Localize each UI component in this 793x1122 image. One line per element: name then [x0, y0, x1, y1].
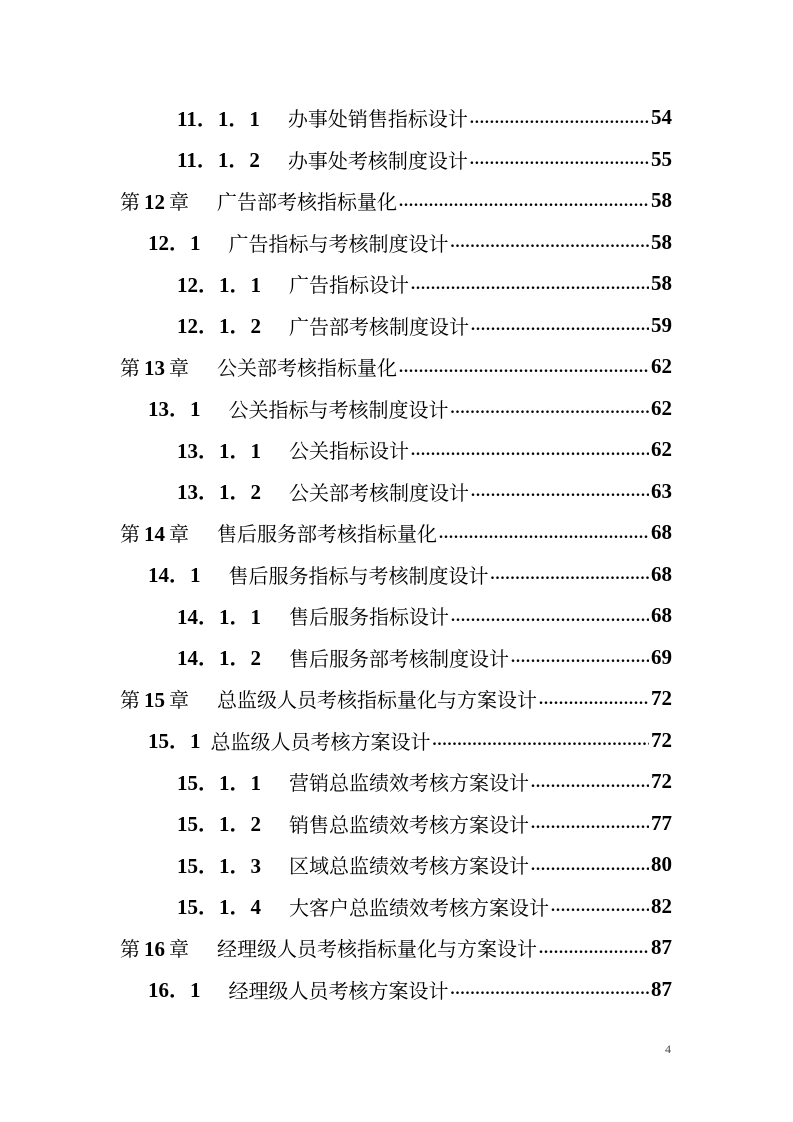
chapter-index: 16 [144, 937, 165, 962]
toc-subsection-entry[interactable] [177, 761, 672, 803]
section-number: 12．1．1 [177, 272, 261, 297]
dot-leader [539, 936, 649, 960]
section-number: 12．1．2 [177, 314, 261, 339]
entry-title: 广告部考核制度设计 [289, 314, 469, 339]
dot-leader [411, 272, 649, 296]
chapter-suffix: 章 [169, 688, 189, 713]
entry-title: 广告部考核指标量化 [217, 190, 397, 215]
dot-leader [451, 396, 650, 420]
section-number: 13．1．2 [177, 480, 261, 505]
section-number: 15．1．3 [177, 853, 261, 878]
toc-section-entry[interactable] [148, 222, 672, 264]
chapter-suffix: 章 [169, 522, 189, 547]
dot-leader [451, 604, 649, 628]
section-number: 13．1 [148, 397, 201, 422]
entry-title: 公关指标设计 [289, 439, 409, 464]
entry-title: 广告指标与考核制度设计 [228, 231, 449, 256]
entry-page-number: 68 [651, 520, 672, 545]
entry-page-number: 62 [651, 437, 672, 462]
section-number: 13．1．1 [177, 438, 261, 463]
chapter-prefix: 第 [120, 688, 140, 713]
entry-title: 总监级人员考核方案设计 [210, 729, 431, 754]
chapter-suffix: 章 [169, 190, 189, 215]
entry-title: 区域总监绩效考核方案设计 [289, 854, 529, 879]
entry-title: 营销总监绩效考核方案设计 [289, 771, 529, 796]
entry-title: 售后服务部考核制度设计 [289, 646, 509, 671]
entry-title: 办事处考核制度设计 [287, 148, 468, 173]
chapter-prefix: 第 [120, 190, 140, 215]
chapter-number [120, 186, 189, 215]
dot-leader [471, 479, 649, 503]
entry-title: 售后服务指标与考核制度设计 [228, 563, 489, 588]
dot-leader [471, 313, 649, 337]
entry-page-number: 63 [651, 478, 672, 503]
entry-title: 大客户总监绩效考核方案设计 [289, 895, 549, 920]
toc-chapter-entry[interactable] [120, 346, 672, 388]
entry-page-number: 82 [651, 893, 672, 918]
entry-page-number: 58 [651, 188, 672, 213]
entry-page-number: 62 [651, 354, 672, 379]
section-number: 15．1 [148, 729, 201, 754]
toc-subsection-entry[interactable] [177, 595, 672, 637]
section-number: 14．1．2 [177, 646, 261, 671]
entry-title: 公关指标与考核制度设计 [228, 397, 449, 422]
entry-page-number: 62 [651, 395, 672, 420]
entry-page-number: 54 [651, 105, 672, 130]
toc-section-entry[interactable] [148, 554, 672, 596]
dot-leader [451, 230, 650, 254]
section-number: 15．1．4 [177, 895, 261, 920]
dot-leader [531, 811, 649, 835]
chapter-prefix: 第 [120, 356, 140, 381]
dot-leader [470, 147, 649, 171]
entry-title: 办事处销售指标设计 [287, 107, 468, 132]
toc-subsection-entry[interactable] [177, 471, 672, 513]
toc-section-entry[interactable] [148, 720, 672, 762]
toc-subsection-entry[interactable] [177, 263, 672, 305]
dot-leader [399, 189, 649, 213]
dot-leader [511, 645, 649, 669]
entry-title: 经理级人员考核方案设计 [228, 978, 449, 1003]
chapter-index: 13 [144, 356, 165, 381]
toc-subsection-entry[interactable] [177, 305, 672, 347]
dot-leader [439, 521, 649, 545]
toc-subsection-entry[interactable] [177, 844, 672, 886]
entry-title: 售后服务指标设计 [289, 605, 449, 630]
chapter-prefix: 第 [120, 937, 140, 962]
section-number: 15．1．2 [177, 812, 261, 837]
entry-page-number: 69 [651, 644, 672, 669]
chapter-suffix: 章 [169, 937, 189, 962]
section-number: 14．1．1 [177, 604, 261, 629]
entry-page-number: 87 [651, 935, 672, 960]
section-number: 15．1．1 [177, 770, 261, 795]
entry-title: 售后服务部考核指标量化 [217, 522, 437, 547]
section-number: 14．1 [148, 563, 201, 588]
entry-page-number: 59 [651, 312, 672, 337]
entry-title: 销售总监绩效考核方案设计 [289, 812, 529, 837]
toc-subsection-entry[interactable] [177, 429, 672, 471]
chapter-number [120, 684, 189, 713]
section-number: 16．1 [148, 978, 201, 1003]
section-number: 11．1．2 [177, 148, 260, 173]
toc-section-entry[interactable] [148, 388, 672, 430]
dot-leader [411, 438, 649, 462]
toc-chapter-entry[interactable] [120, 927, 672, 969]
dot-leader [399, 355, 649, 379]
chapter-index: 15 [144, 688, 165, 713]
entry-page-number: 68 [651, 603, 672, 628]
entry-page-number: 77 [651, 810, 672, 835]
entry-title: 经理级人员考核指标量化与方案设计 [217, 937, 537, 962]
entry-page-number: 58 [651, 271, 672, 296]
dot-leader [470, 106, 649, 130]
toc-chapter-entry[interactable] [120, 512, 672, 554]
entry-title: 公关部考核指标量化 [217, 356, 397, 381]
entry-page-number: 72 [651, 686, 672, 711]
toc-section-entry[interactable] [148, 969, 672, 1011]
chapter-number [120, 933, 189, 962]
entry-page-number: 72 [651, 727, 672, 752]
toc-subsection-entry[interactable] [177, 886, 672, 928]
entry-title: 公关部考核制度设计 [289, 480, 469, 505]
toc-chapter-entry[interactable] [120, 180, 672, 222]
entry-page-number: 87 [651, 976, 672, 1001]
toc-subsection-entry[interactable] [177, 139, 672, 181]
chapter-number [120, 352, 189, 381]
toc-chapter-entry[interactable] [120, 678, 672, 720]
chapter-index: 14 [144, 522, 165, 547]
chapter-suffix: 章 [169, 356, 189, 381]
entry-page-number: 80 [651, 852, 672, 877]
dot-leader [539, 687, 649, 711]
dot-leader [531, 770, 649, 794]
entry-page-number: 72 [651, 769, 672, 794]
entry-page-number: 58 [651, 229, 672, 254]
chapter-index: 12 [144, 190, 165, 215]
dot-leader [433, 728, 650, 752]
entry-title: 总监级人员考核指标量化与方案设计 [217, 688, 537, 713]
dot-leader [451, 977, 650, 1001]
section-number: 11．1．1 [177, 106, 260, 131]
toc-subsection-entry[interactable] [177, 637, 672, 679]
toc-subsection-entry[interactable] [177, 803, 672, 845]
dot-leader [551, 894, 649, 918]
entry-page-number: 55 [651, 146, 672, 171]
page-number: 4 [665, 1042, 671, 1056]
toc-subsection-entry[interactable] [177, 97, 672, 139]
dot-leader [491, 562, 650, 586]
entry-title: 广告指标设计 [289, 273, 409, 298]
section-number: 12．1 [148, 231, 201, 256]
dot-leader [531, 853, 649, 877]
chapter-number [120, 518, 189, 547]
entry-page-number: 68 [651, 561, 672, 586]
chapter-prefix: 第 [120, 522, 140, 547]
